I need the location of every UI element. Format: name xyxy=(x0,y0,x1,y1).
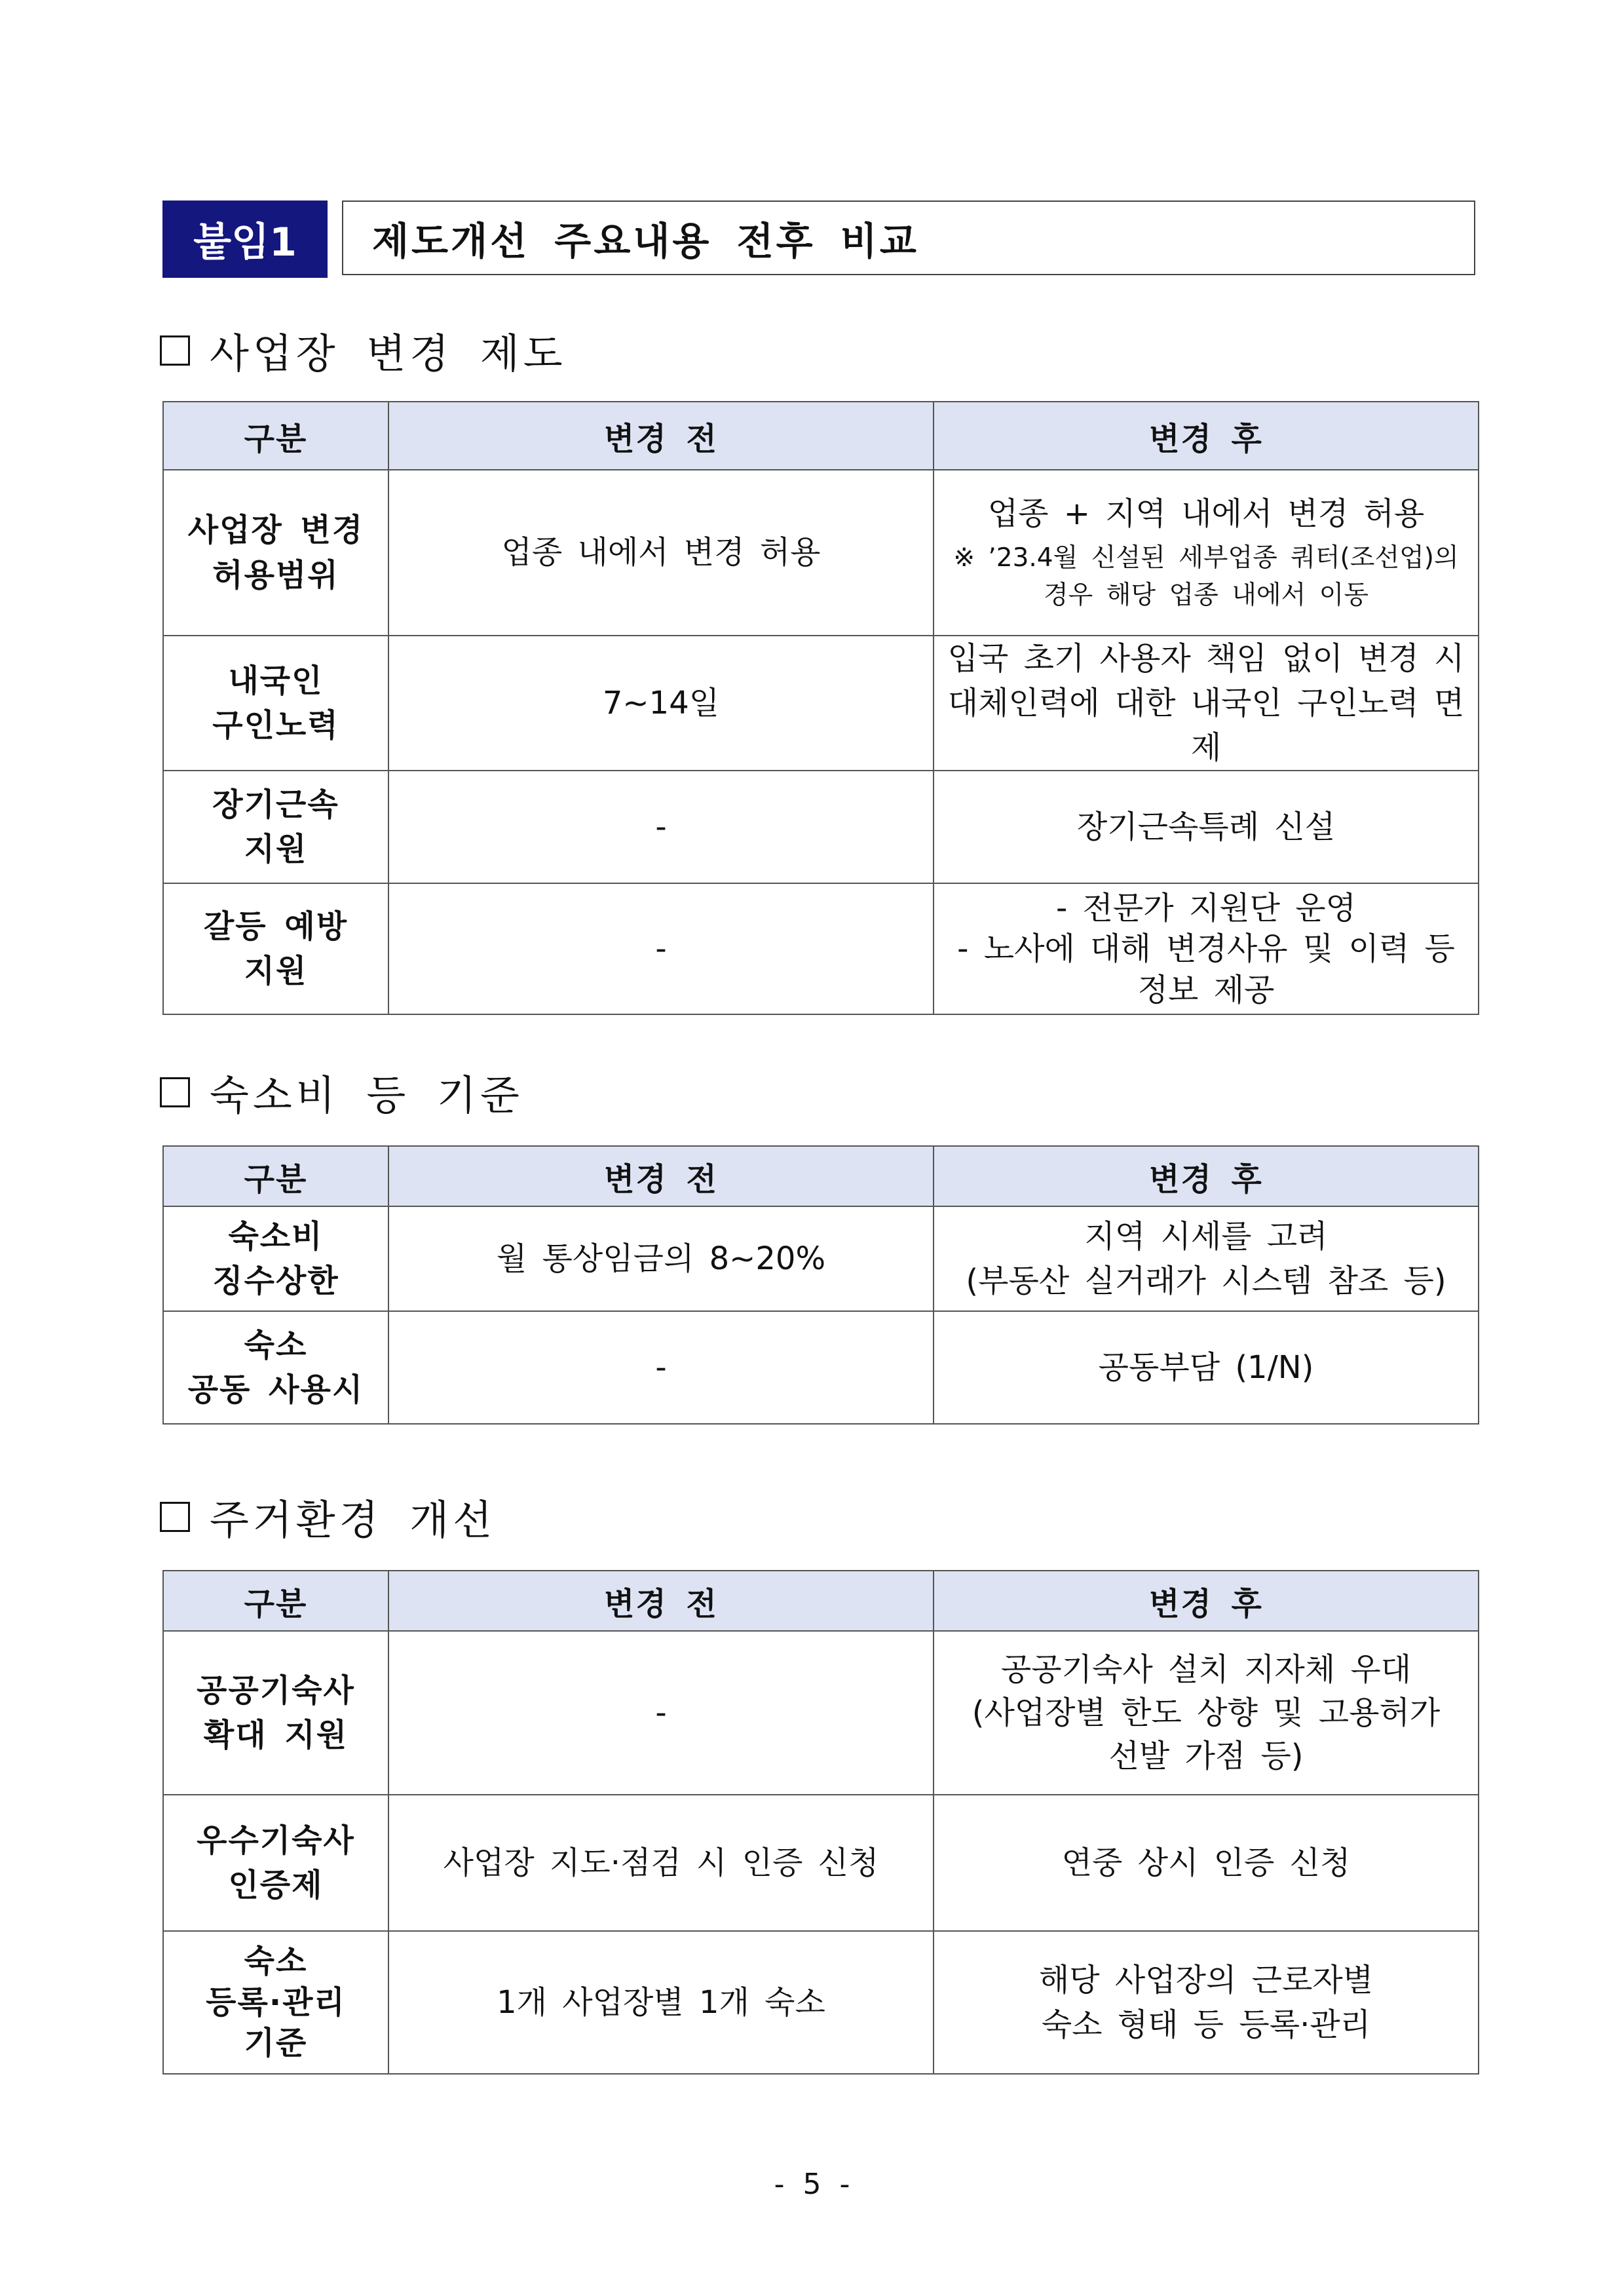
checkbox-icon xyxy=(160,1077,190,1107)
after-text: 정보 제공 xyxy=(1137,971,1275,1008)
row-label-line: 사업장 변경 xyxy=(187,512,364,549)
after-note xyxy=(947,540,1465,614)
after-text: 해당 사업장의 근로자별 xyxy=(1038,1961,1374,1999)
column-header-before: 변경 전 xyxy=(388,402,934,470)
after-text: 지역 시세를 고려 xyxy=(1084,1217,1328,1255)
after-cell xyxy=(934,1311,1479,1424)
row-label xyxy=(163,1311,388,1424)
table-row xyxy=(163,1931,1479,2074)
table-header-row xyxy=(163,1571,1479,1631)
row-label-line: 숙소 xyxy=(244,1326,308,1364)
row-label-line: 지원 xyxy=(244,953,308,990)
row-label-line: 공동 사용시 xyxy=(187,1371,364,1408)
header xyxy=(162,201,1478,278)
after-text: 대체인력에 대한 내국인 구인노력 면제 xyxy=(947,685,1465,767)
before-cell xyxy=(388,1931,934,2074)
after-text: 공공기숙사 설치 지자체 우대 xyxy=(1000,1651,1412,1688)
table-row xyxy=(163,470,1479,636)
row-label xyxy=(163,1631,388,1795)
page-number: - 5 - xyxy=(774,2168,850,2201)
section-heading-text: 주거환경 개선 xyxy=(210,1496,497,1544)
table-row xyxy=(163,883,1479,1014)
after-text: 공동부담 (1/N) xyxy=(1098,1349,1314,1386)
column-header-category: 구분 xyxy=(163,1571,388,1631)
after-text: - 노사에 대해 변경사유 및 이력 등 xyxy=(957,930,1455,968)
row-label-line: 허용범위 xyxy=(212,556,339,594)
section-heading-workplace-change xyxy=(160,321,567,379)
before-cell xyxy=(388,1631,934,1795)
row-label-line: 숙소비 xyxy=(228,1217,324,1255)
table-lodging-cost xyxy=(162,1145,1479,1425)
row-label xyxy=(163,1795,388,1931)
after-note-line: 경우 해당 업종 내에서 이동 xyxy=(1043,580,1369,610)
before-cell xyxy=(388,1206,934,1311)
row-label-line: 확대 지원 xyxy=(203,1717,349,1753)
table-workplace-change xyxy=(162,401,1479,1015)
column-header-before: 변경 전 xyxy=(388,1571,934,1631)
after-note-line: ※ ’23.4월 신설된 세부업종 쿼터(조선업)의 xyxy=(953,543,1459,573)
after-text: 연중 상시 인증 신청 xyxy=(1061,1844,1351,1881)
row-label xyxy=(163,636,388,771)
row-label-line: 구인노력 xyxy=(212,707,339,744)
row-label xyxy=(163,1206,388,1311)
after-text: (부동산 실거래가 시스템 참조 등) xyxy=(966,1263,1446,1299)
after-cell xyxy=(934,1795,1479,1931)
page-title: 제도개선 주요내용 전후 비교 xyxy=(342,201,1475,275)
after-cell xyxy=(934,1931,1479,2074)
after-cell xyxy=(934,1631,1479,1795)
row-label-line: 내국인 xyxy=(228,662,324,700)
column-header-after: 변경 후 xyxy=(934,402,1479,470)
before-text: - xyxy=(655,809,667,846)
after-cell xyxy=(934,883,1479,1014)
table-row xyxy=(163,1311,1479,1424)
row-label-line: 공공기숙사 xyxy=(197,1672,355,1709)
row-label-line: 징수상한 xyxy=(212,1263,339,1299)
row-label-line: 우수기숙사 xyxy=(197,1822,355,1859)
after-text: 입국 초기 사용자 책임 없이 변경 시 xyxy=(947,640,1465,677)
table-row xyxy=(163,1795,1479,1931)
table-header-row xyxy=(163,402,1479,470)
after-text: 선발 가점 등) xyxy=(1108,1738,1304,1775)
table-row xyxy=(163,1206,1479,1311)
section-heading-housing xyxy=(160,1487,496,1546)
row-label-line: 등록·관리 xyxy=(206,1983,346,2021)
after-text: 장기근속특례 신설 xyxy=(1076,809,1336,846)
before-cell xyxy=(388,1311,934,1424)
after-cell xyxy=(934,636,1479,771)
before-text: 업종 내에서 변경 허용 xyxy=(501,534,821,571)
table-header-row xyxy=(163,1146,1479,1206)
table-row xyxy=(163,1631,1479,1795)
after-text: (사업장별 한도 상향 및 고용허가 xyxy=(972,1694,1441,1731)
section-heading-text: 숙소비 등 기준 xyxy=(210,1071,523,1119)
row-label-line: 장기근속 xyxy=(212,786,339,824)
column-header-after: 변경 후 xyxy=(934,1571,1479,1631)
after-cell xyxy=(934,771,1479,883)
column-header-category: 구분 xyxy=(163,1146,388,1206)
table-row xyxy=(163,771,1479,883)
before-text: 월 통상임금의 8~20% xyxy=(496,1240,826,1277)
section-heading-text: 사업장 변경 제도 xyxy=(210,330,567,377)
before-text: - xyxy=(655,930,667,968)
before-cell xyxy=(388,771,934,883)
column-header-after: 변경 후 xyxy=(934,1146,1479,1206)
row-label xyxy=(163,883,388,1014)
table-row xyxy=(163,636,1479,771)
after-cell xyxy=(934,1206,1479,1311)
after-text: 숙소 형태 등 등록·관리 xyxy=(1041,2006,1371,2043)
checkbox-icon xyxy=(160,1502,190,1532)
after-text: - 전문가 지원단 운영 xyxy=(1055,889,1357,927)
before-text: - xyxy=(655,1349,667,1386)
row-label xyxy=(163,1931,388,2074)
row-label xyxy=(163,771,388,883)
column-header-before: 변경 전 xyxy=(388,1146,934,1206)
checkbox-icon xyxy=(160,335,190,366)
before-text: 1개 사업장별 1개 숙소 xyxy=(497,1983,825,2021)
row-label xyxy=(163,470,388,636)
section-heading-lodging-cost xyxy=(160,1063,523,1121)
before-text: 사업장 지도·점검 시 인증 신청 xyxy=(443,1844,879,1881)
before-text: 7~14일 xyxy=(602,685,720,722)
after-text: 업종 + 지역 내에서 변경 허용 xyxy=(987,495,1425,532)
row-label-line: 갈등 예방 xyxy=(203,908,349,946)
row-label-line: 인증제 xyxy=(228,1867,324,1904)
row-label-line: 숙소 xyxy=(244,1943,308,1980)
before-cell xyxy=(388,883,934,1014)
before-cell xyxy=(388,1795,934,1931)
row-label-line: 지원 xyxy=(244,831,308,868)
table-housing xyxy=(162,1570,1479,2075)
before-text: - xyxy=(655,1694,667,1731)
row-label-line: 기준 xyxy=(244,2025,308,2062)
before-cell xyxy=(388,470,934,636)
after-cell xyxy=(934,470,1479,636)
attachment-badge: 붙임1 xyxy=(162,201,328,278)
before-cell xyxy=(388,636,934,771)
column-header-category: 구분 xyxy=(163,402,388,470)
